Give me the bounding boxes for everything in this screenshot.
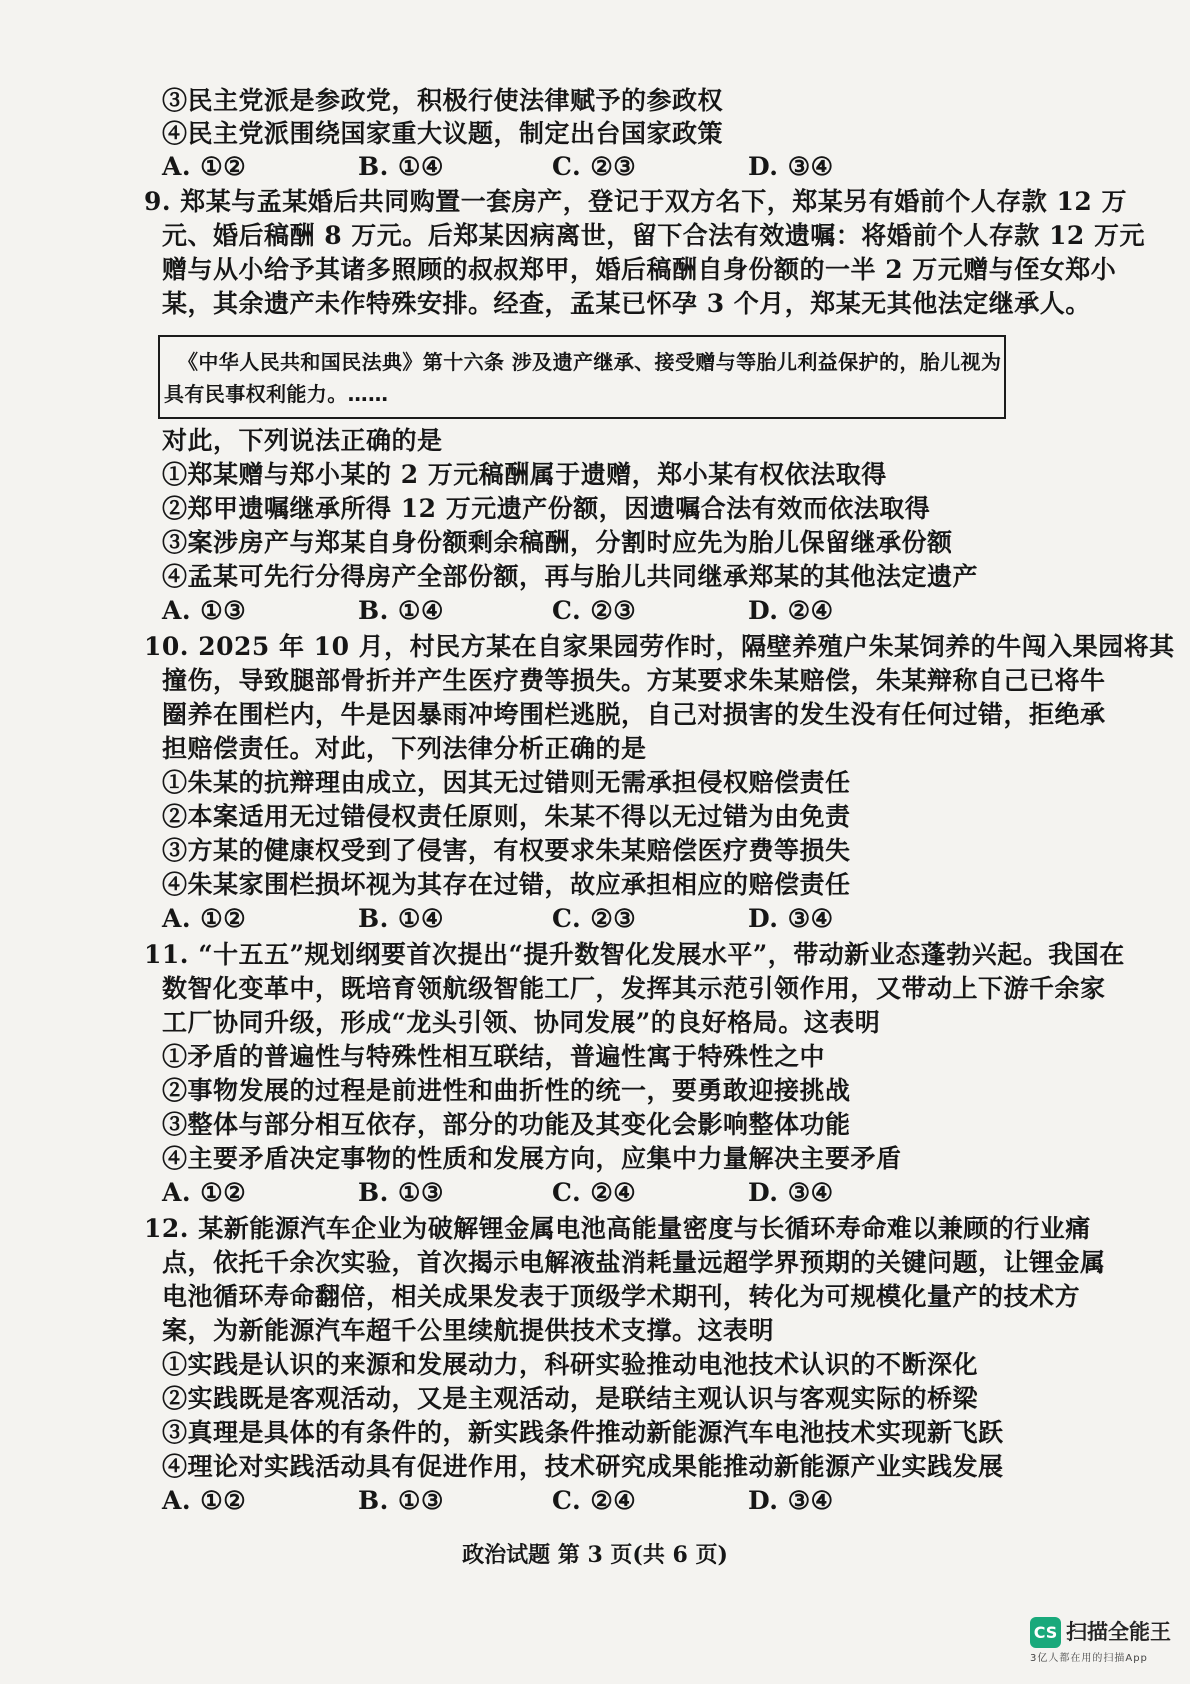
q9-stem-4: 某，其余遗产未作特殊安排。经查，孟某已怀孕 3 个月，郑某无其他法定继承人。 [162,289,1091,318]
q11-stem-3: 工厂协同升级，形成“龙头引领、协同发展”的良好格局。这表明 [162,1008,881,1037]
option-c: C. ②④ [552,1178,637,1207]
option-b: B. ①③ [358,1486,444,1515]
q11-options [162,1176,962,1210]
q11-item-3: ③整体与部分相互依存，部分的功能及其变化会影响整体功能 [162,1110,851,1139]
q9-stem-2: 元、婚后稿酬 8 万元。后郑某因病离世，留下合法有效遗嘱：将婚前个人存款 12 万元 [162,221,1146,250]
q12-item-1: ①实践是认识的来源和发展动力，科研实验推动电池技术认识的不断深化 [162,1350,979,1379]
q9-item-4: ④孟某可先行分得房产全部份额，再与胎儿共同继承郑某的其他法定遗产 [162,562,979,591]
option-c: C. ②③ [552,904,637,933]
option-b: B. ①④ [358,152,444,181]
q8-options [162,150,962,184]
q9-question: 对此，下列说法正确的是 [162,426,443,455]
q12-stem-3: 电池循环寿命翻倍，相关成果发表于顶级学术期刊，转化为可规模化量产的技术方 [162,1282,1081,1311]
option-a: A. ①③ [162,596,247,625]
q11-stem-1: 11. “十五五”规划纲要首次提出“提升数智化发展水平”，带动新业态蓬勃兴起。我国在 [144,940,1125,969]
camscanner-tagline: 3亿人都在用的扫描App [1030,1653,1148,1664]
option-c: C. ②③ [552,596,637,625]
option-b: B. ①④ [358,596,444,625]
q10-item-3: ③方某的健康权受到了侵害，有权要求朱某赔偿医疗费等损失 [162,836,851,865]
q10-item-4: ④朱某家围栏损坏视为其存在过错，故应承担相应的赔偿责任 [162,870,851,899]
option-d: D. ③④ [748,1178,834,1207]
q9-item-3: ③案涉房产与郑某自身份额剩余稿酬，分割时应先为胎儿保留继承份额 [162,528,953,557]
option-c: C. ②④ [552,1486,637,1515]
q10-options [162,902,962,936]
civil-code-line-1: 《中华人民共和国民法典》第十六条 涉及遗产继承、接受赠与等胎儿利益保护的，胎儿视为 [178,350,1002,374]
q12-options [162,1484,962,1518]
option-d: D. ③④ [748,904,834,933]
q10-item-2: ②本案适用无过错侵权责任原则，朱某不得以无过错为由免责 [162,802,851,831]
option-b: B. ①③ [358,1178,444,1207]
q11-item-1: ①矛盾的普遍性与特殊性相互联结，普遍性寓于特殊性之中 [162,1042,826,1071]
q8-item-3: ③民主党派是参政党，积极行使法律赋予的参政权 [162,86,724,115]
q9-item-1: ①郑某赠与郑小某的 2 万元稿酬属于遗赠，郑小某有权依法取得 [162,460,887,489]
civil-code-line-2: 具有民事权利能力。…… [164,382,389,406]
option-a: A. ①② [162,1486,247,1515]
option-d: D. ③④ [748,152,834,181]
q12-stem-2: 点，依托千余次实验，首次揭示电解液盐消耗量远超学界预期的关键问题，让锂金属 [162,1248,1106,1277]
q12-item-3: ③真理是具体的有条件的，新实践条件推动新能源汽车电池技术实现新飞跃 [162,1418,1004,1447]
q11-item-2: ②事物发展的过程是前进性和曲折性的统一，要勇敢迎接挑战 [162,1076,851,1105]
q10-stem-4: 担赔偿责任。对此，下列法律分析正确的是 [162,734,647,763]
q9-item-2: ②郑甲遗嘱继承所得 12 万元遗产份额，因遗嘱合法有效而依法取得 [162,494,931,523]
q10-stem-3: 圈养在围栏内，牛是因暴雨冲垮围栏逃脱，自己对损害的发生没有任何过错，拒绝承 [162,700,1106,729]
option-d: D. ②④ [748,596,834,625]
q9-options [162,594,962,628]
q12-stem-1: 12. 某新能源汽车企业为破解锂金属电池高能量密度与长循环寿命难以兼顾的行业痛 [144,1214,1091,1243]
option-c: C. ②③ [552,152,637,181]
camscanner-name: 扫描全能王 [1066,1620,1171,1644]
q12-item-2: ②实践既是客观活动，又是主观活动，是联结主观认识与客观实际的桥梁 [162,1384,979,1413]
option-d: D. ③④ [748,1486,834,1515]
q10-stem-1: 10. 2025 年 10 月，村民方某在自家果园劳作时，隔壁养殖户朱某饲养的牛闯入果园将其 [144,632,1175,661]
q9-stem-3: 赠与从小给予其诸多照顾的叔叔郑甲，婚后稿酬自身份额的一半 2 万元赠与侄女郑小 [162,255,1117,284]
option-a: A. ①② [162,904,247,933]
page-footer: 政治试题 第 3 页(共 6 页) [462,1542,728,1568]
q10-item-1: ①朱某的抗辩理由成立，因其无过错则无需承担侵权赔偿责任 [162,768,851,797]
q8-item-4: ④民主党派围绕国家重大议题，制定出台国家政策 [162,119,724,148]
q12-stem-4: 案，为新能源汽车超千公里续航提供技术支撑。这表明 [162,1316,775,1345]
q12-item-4: ④理论对实践活动具有促进作用，技术研究成果能推动新能源产业实践发展 [162,1452,1004,1481]
q11-item-4: ④主要矛盾决定事物的性质和发展方向，应集中力量解决主要矛盾 [162,1144,902,1173]
option-a: A. ①② [162,1178,247,1207]
option-a: A. ①② [162,152,247,181]
camscanner-logo-icon: CS [1030,1617,1061,1648]
q9-stem-1: 9. 郑某与孟某婚后共同购置一套房产，登记于双方名下，郑某另有婚前个人存款 12 万 [144,187,1128,216]
q11-stem-2: 数智化变革中，既培育领航级智能工厂，发挥其示范引领作用，又带动上下游千余家 [162,974,1106,1003]
option-b: B. ①④ [358,904,444,933]
q10-stem-2: 撞伤，导致腿部骨折并产生医疗费等损失。方某要求朱某赔偿，朱某辩称自己已将牛 [162,666,1106,695]
civil-code-article-box [158,335,1006,419]
